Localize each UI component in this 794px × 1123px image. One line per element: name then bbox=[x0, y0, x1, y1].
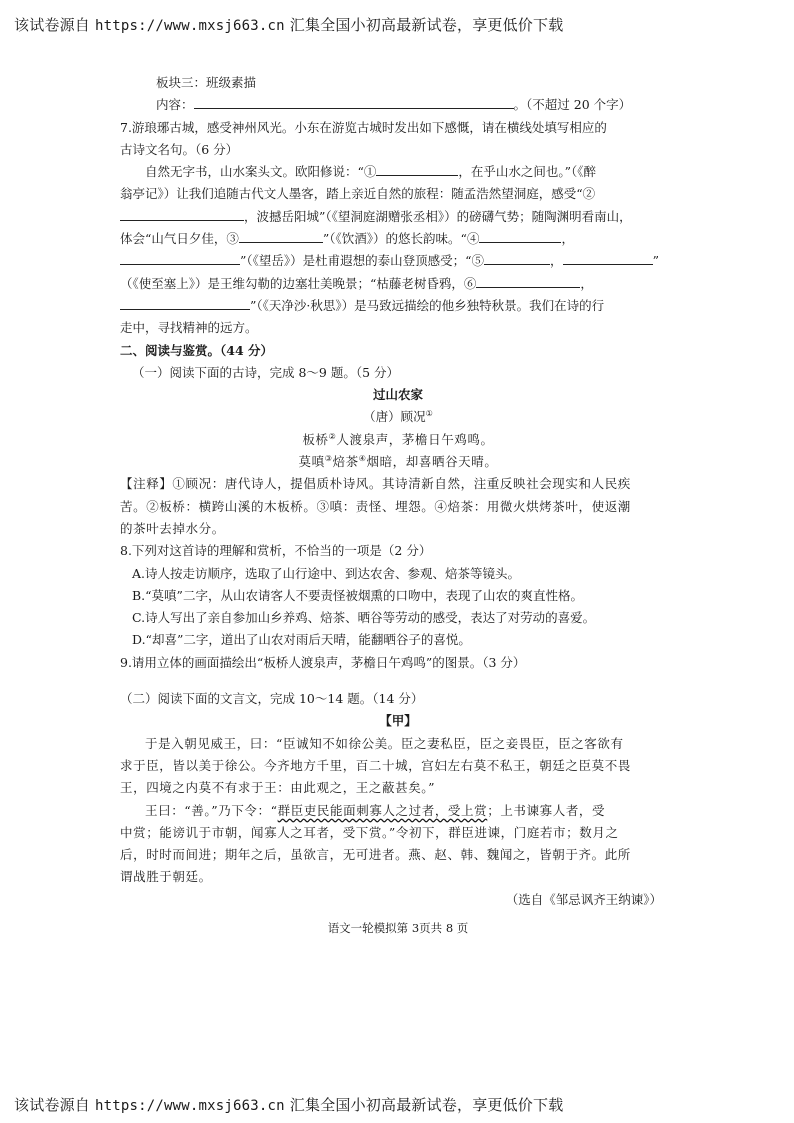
q7-text: 自然无字书，山水案头文。欧阳修说：“① bbox=[145, 164, 377, 180]
q7-text: ，波撼岳阳城”（《望洞庭湖赠张丞相》）的磅礴气势；随陶渊明看南山， bbox=[244, 208, 632, 224]
annotation-line-2: 苦。②板桥：横跨山溪的木板桥。③嗔：责怪、埋怨。④焙茶：用微火烘烤茶叶，使返潮 bbox=[120, 498, 631, 514]
q7-blank-6b[interactable] bbox=[120, 297, 250, 310]
section3-content-line bbox=[120, 94, 676, 116]
banner-prefix: 该试卷源自 bbox=[14, 16, 91, 34]
q7-line-4: 翁亭记》）让我们追随古代文人墨客，踏上亲近自然的旅程：随孟浩然望洞庭，感受“② bbox=[120, 186, 596, 202]
poem-text: 莫嗔 bbox=[298, 454, 325, 470]
q7-text: ”（《天净沙·秋思》）是马致远描绘的他乡独特秋景。我们在诗的行 bbox=[250, 297, 605, 313]
q7-blank-4a[interactable] bbox=[479, 230, 561, 243]
content-note: 。（不超过 20 个字） bbox=[513, 97, 632, 113]
q7-text: ”（《饮酒》）的悠长韵味。“④ bbox=[322, 231, 480, 247]
poem-line-2 bbox=[120, 451, 676, 473]
q7-text: ，在乎山水之间也。”（《醉 bbox=[458, 164, 597, 180]
passage-text: ；上书谏寡人者，受 bbox=[487, 802, 606, 818]
annotation-line-3: 的茶叶去掉水分。 bbox=[120, 520, 225, 536]
footnote-mark: ② bbox=[328, 431, 337, 441]
passage-text: 王曰：“善。”乃下令：“ bbox=[145, 802, 278, 818]
section3-heading: 板块三：班级素描 bbox=[156, 75, 257, 90]
q7-line-6 bbox=[120, 228, 676, 250]
source-banner-top bbox=[14, 14, 563, 35]
annotation-line-1: 【注释】①顾况：唐代诗人，提倡质朴诗风。其诗清新自然，注重反映社会现实和人民疾 bbox=[120, 476, 631, 492]
q7-line-8 bbox=[120, 273, 676, 295]
poem-text: 烟暗，却喜晒谷天晴。 bbox=[366, 454, 498, 470]
poem-text: 焙茶 bbox=[332, 454, 359, 470]
banner-url-link[interactable]: https://www.mxsj663.cn bbox=[94, 18, 285, 34]
passage-p1-line-3: 王，四境之内莫不有求于王：由此观之，王之蔽甚矣。” bbox=[120, 780, 436, 796]
banner-suffix: 汇集全国小初高最新试卷，享更低价下载 bbox=[289, 1096, 564, 1114]
q7-line-9 bbox=[120, 295, 676, 317]
banner-suffix: 汇集全国小初高最新试卷，享更低价下载 bbox=[289, 16, 564, 34]
passage-p2-line-2: 中赏；能谤讥于市朝，闻寡人之耳者，受下赏。”令初下，群臣进谏，门庭若市；数月之 bbox=[120, 824, 619, 840]
q7-text: ” bbox=[652, 253, 659, 269]
q7-text: ， bbox=[580, 275, 593, 291]
passage-p1-line-2: 求于臣，皆以美于徐公。今齐地方千里，百二十城，宫妇左右莫不私王，朝廷之臣莫不畏 bbox=[120, 757, 631, 773]
q7-blank-2[interactable] bbox=[120, 208, 244, 221]
q7-blank-4b[interactable] bbox=[120, 252, 240, 265]
q7-blank-6a[interactable] bbox=[476, 275, 580, 288]
q7-line-5 bbox=[120, 206, 676, 228]
passage-source: （选自《邹忌讽齐王纳谏》） bbox=[505, 891, 662, 907]
q7-blank-5b[interactable] bbox=[563, 252, 653, 265]
q7-blank-5a[interactable] bbox=[484, 252, 550, 265]
spacer bbox=[120, 674, 676, 688]
q7-text: 体会“山气日夕佳，③ bbox=[120, 231, 239, 247]
page-footer: 语文一轮模拟第 3页共 8 页 bbox=[327, 920, 469, 935]
q8-option-c[interactable]: C.诗人写出了亲自参加山乡养鸡、焙茶、晒谷等劳动的感受，表达了对劳动的喜爱。 bbox=[132, 610, 596, 626]
q8-option-b[interactable]: B.“莫嗔”二字，从山农请客人不要责怪被烟熏的口吻中，表现了山农的爽直性格。 bbox=[132, 587, 583, 603]
footnote-mark: ③ bbox=[324, 453, 333, 463]
poem-author bbox=[120, 406, 676, 428]
content-answer-blank[interactable] bbox=[194, 96, 514, 109]
banner-prefix: 该试卷源自 bbox=[14, 1096, 91, 1114]
passage-p2-line-3: 后，时时而间进；期年之后，虽欲言，无可进者。燕、赵、韩、魏闻之，皆朝于齐。此所 bbox=[120, 847, 631, 863]
q8-stem: 8.下列对这首诗的理解和赏析，不恰当的一项是（2 分） bbox=[120, 543, 432, 559]
q7-line-10: 走中，寻找精神的远方。 bbox=[120, 320, 258, 336]
q7-blank-3[interactable] bbox=[239, 230, 323, 243]
poem-text: 人渡泉声，茅檐日午鸡鸣。 bbox=[336, 431, 494, 447]
q7-text: ”（《望岳》）是杜甫遐想的泰山登顶感受；“⑤ bbox=[240, 253, 485, 269]
banner-url-link[interactable]: https://www.mxsj663.cn bbox=[94, 1098, 285, 1114]
q8-option-a[interactable]: A.诗人按走访顺序，选取了山行途中、到达农舍、参观、焙茶等镜头。 bbox=[132, 565, 521, 581]
q8-option-d[interactable]: D.“却喜”二字，道出了山农对雨后天晴，能翻晒谷子的喜悦。 bbox=[132, 632, 471, 648]
footnote-mark: ① bbox=[425, 409, 433, 419]
author-text: （唐）顾况 bbox=[363, 409, 426, 425]
q7-text: ， bbox=[550, 253, 563, 269]
content-label: 内容： bbox=[156, 97, 194, 113]
underlined-sentence: 群臣吏民能面刺寡人之过者，受上赏 bbox=[277, 802, 488, 818]
q7-blank-1[interactable] bbox=[376, 163, 458, 176]
footnote-mark: ④ bbox=[358, 453, 367, 463]
q7-line-3 bbox=[120, 161, 676, 183]
part2-sub2: （二）阅读下面的文言文，完成 10～14 题。（14 分） bbox=[120, 691, 424, 707]
q7-text: ， bbox=[561, 231, 574, 247]
exam-page-content bbox=[120, 72, 676, 939]
poem-text: 板桥 bbox=[302, 431, 329, 447]
q7-text: （《使至塞上》）是王维勾勒的边塞壮美晚景；“枯藤老树昏鸦，⑥ bbox=[120, 275, 477, 291]
part2-sub1: （一）阅读下面的古诗，完成 8～9 题。（5 分） bbox=[132, 364, 400, 380]
passage-p1-line-1: 于是入朝见威王，曰：“臣诚知不如徐公美。臣之妻私臣，臣之妾畏臣，臣之客欲有 bbox=[145, 735, 624, 751]
q9-stem: 9.请用立体的画面描绘出“板桥人渡泉声，茅檐日午鸡鸣”的图景。（3 分） bbox=[120, 654, 526, 670]
poem-title: 过山农家 bbox=[372, 387, 423, 403]
passage-p2-line-1 bbox=[120, 800, 676, 822]
part2-heading: 二、阅读与鉴赏。（44 分） bbox=[120, 342, 273, 358]
q7-line-2: 古诗文名句。（6 分） bbox=[120, 141, 239, 157]
passage-p2-line-4: 谓战胜于朝廷。 bbox=[120, 869, 212, 885]
poem-line-1 bbox=[120, 429, 676, 451]
source-banner-bottom bbox=[14, 1094, 563, 1115]
q7-line-7 bbox=[120, 250, 676, 272]
passage-label: 【甲】 bbox=[379, 713, 417, 729]
q7-line-1: 7.游琅琊古城，感受神州风光。小东在游览古城时发出如下感慨，请在横线处填写相应的 bbox=[120, 119, 607, 135]
